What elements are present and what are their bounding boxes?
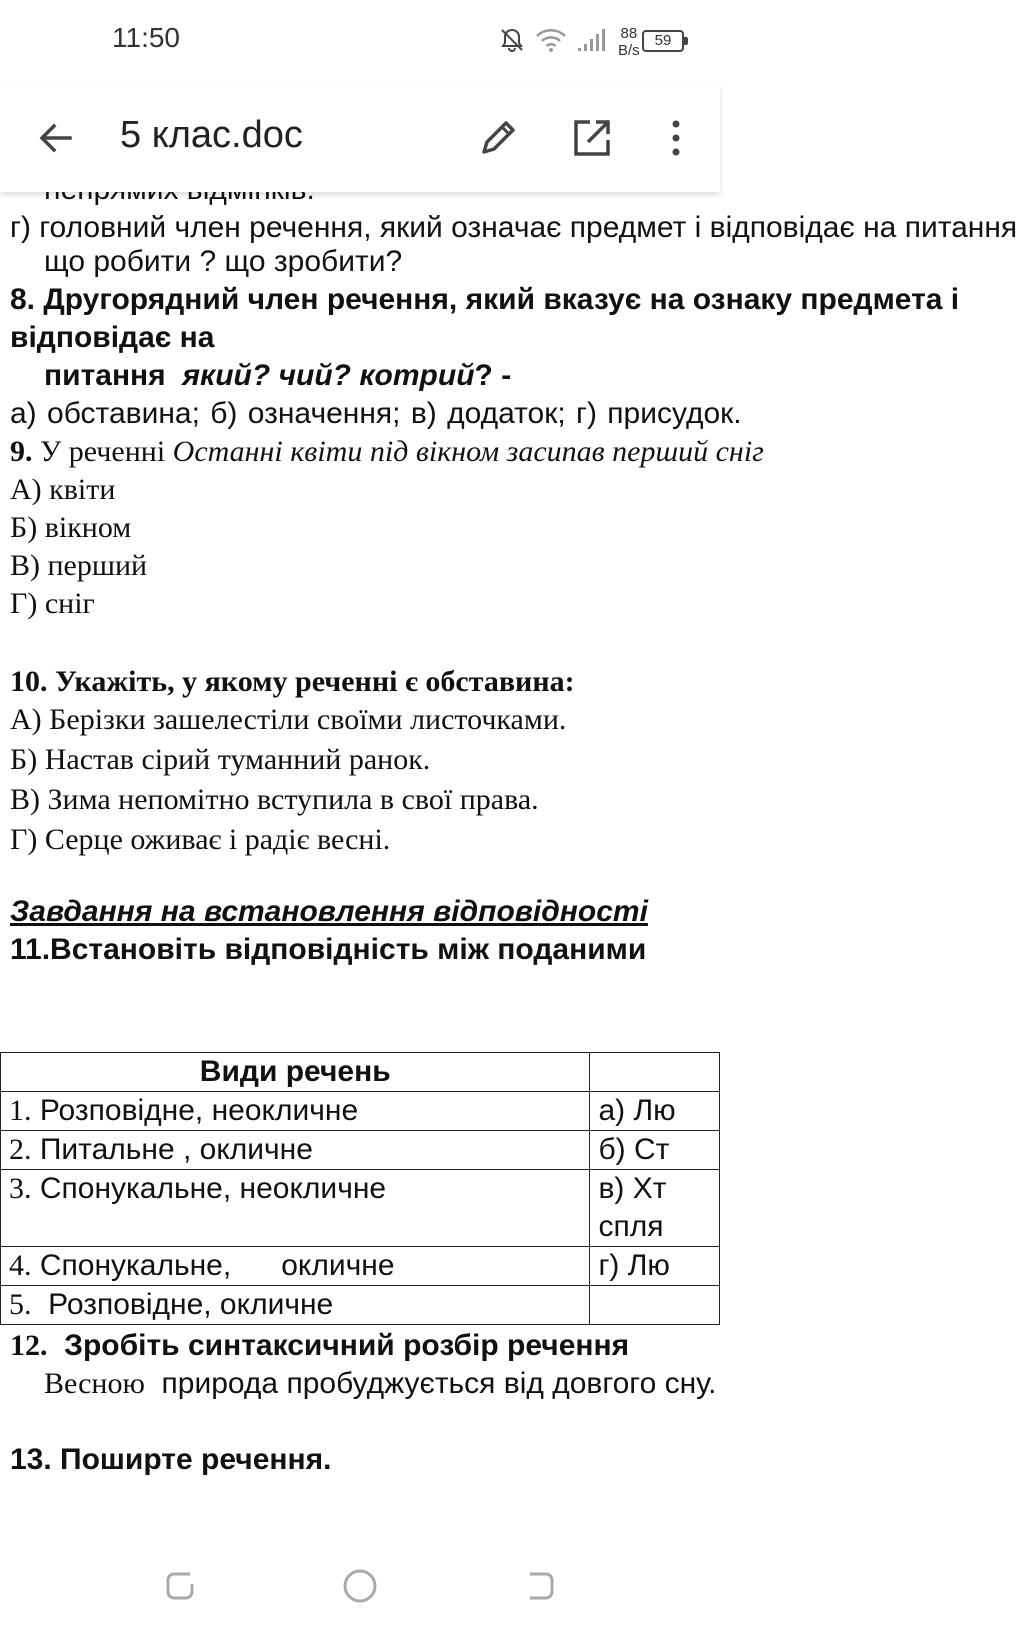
question-11: 11.Встановіть відповідність між поданими [10,933,647,966]
status-time: 11:50 [112,22,180,53]
table-cell [590,1053,720,1092]
recent-apps-icon[interactable] [156,1562,204,1610]
back-arrow-icon[interactable] [30,112,82,164]
app-bar [0,84,720,192]
table-cell: 4. Спонукальне, окличне [1,1247,590,1286]
answer-option: В) перший [10,549,148,582]
text-line: г) головний член речення, який означає предмет і відповідає на питання [10,211,1017,244]
table-cell: б) Ст [590,1131,720,1170]
document-viewport[interactable] [0,192,1017,1532]
table-header-row [1,1053,720,1092]
table-row [1,1170,720,1247]
text-line: відповідає на [10,321,215,354]
question-number: 8. [10,283,36,316]
answer-option: Г) сніг [10,587,95,620]
navigation-bar [0,1532,720,1640]
answer-option: А) Берізки зашелестіли своїми листочками. [10,703,567,736]
document-title: 5 клас.doc [120,114,303,156]
signal-icon [576,26,606,59]
table-row [1,1286,720,1325]
table-row [1,1092,720,1131]
answer-option: В) Зима непомітно вступила в свої права. [10,783,539,816]
pencil-icon[interactable] [472,112,524,164]
table-cell: 1. Розповідне, неокличне [1,1092,590,1131]
status-icons [498,18,640,66]
table-row [1,1247,720,1286]
question-8 [10,282,959,318]
table-cell: г) Лю [590,1247,720,1286]
home-icon[interactable] [336,1562,384,1610]
text-line: Весною природа пробуджується від довгого сну. [44,1367,717,1400]
mute-bell-icon [498,26,526,59]
question-10: 10. Укажіть, у якому реченні є обставина: [10,665,575,698]
question-12: 12. Зробіть синтаксичний розбір речення [10,1329,630,1362]
open-in-new-icon[interactable] [566,112,618,164]
table-cell: в) Хт спля [590,1170,720,1247]
question-9: 9. У реченні Останні квіти під вікном засипав перший сніг [10,435,764,468]
section-heading: Завдання на встановлення відповідності [10,895,648,928]
table-header: Види речень [1,1053,590,1092]
table-cell: а) Лю [590,1092,720,1131]
answer-option: Б) Настав сірий туманний ранок. [10,743,431,776]
back-icon[interactable] [516,1562,564,1610]
answer-option: А) квіти [10,473,116,506]
text-line: питання який? чий? котрий? - [44,359,512,392]
text-line: що робити ? що зробити? [44,245,403,278]
battery-indicator: 59 [642,30,684,52]
answer-option: Б) вікном [10,511,132,544]
answer-option: Г) Серце оживає і радіє весні. [10,823,391,856]
question-8-options: а) обставина; б) означення; в) додаток; г) присудок. [10,397,742,430]
table-cell: 3. Спонукальне, неокличне [1,1170,590,1247]
table-row [1,1131,720,1170]
question-13: 13. Поширте речення. [10,1443,332,1476]
wifi-icon [534,26,568,59]
table-cell [590,1286,720,1325]
table-cell: 5. Розповідне, окличне [1,1286,590,1325]
more-vert-icon[interactable] [658,112,694,164]
question-text: Другорядний член речення, який вказує на ознаку предмета і [43,283,960,316]
table-cell: 2. Питальне , окличне [1,1131,590,1170]
matching-table [0,1052,720,1325]
status-bar [0,0,720,84]
net-speed: 88 B/s [618,25,640,59]
